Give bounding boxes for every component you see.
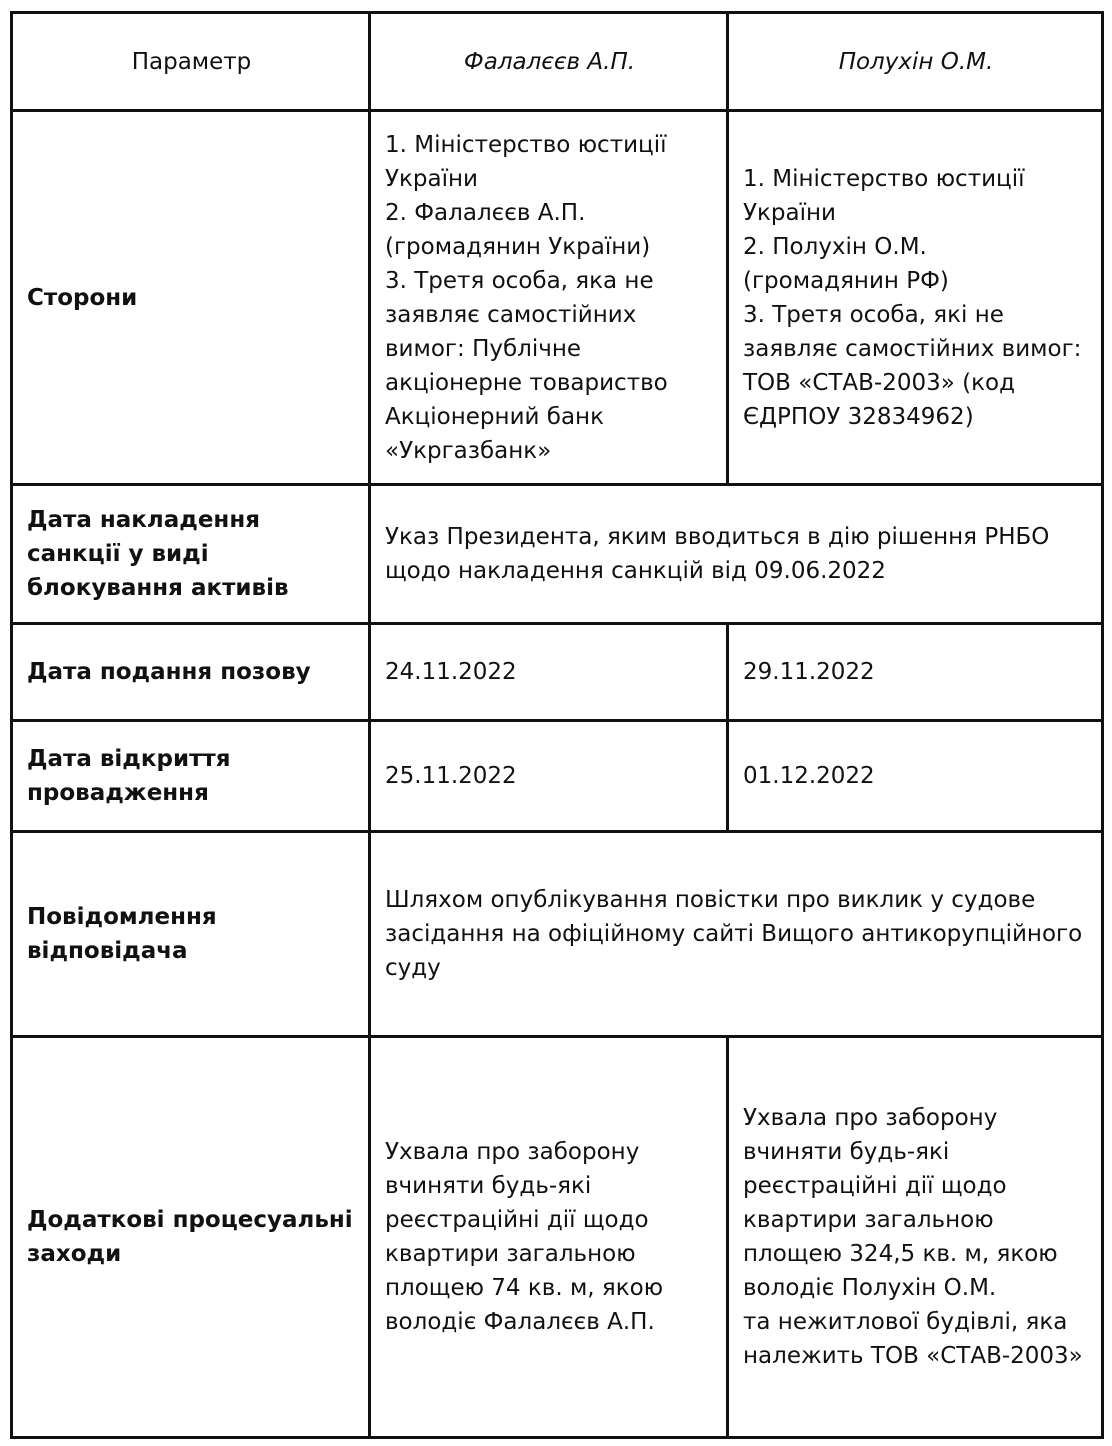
notice-common: Шляхом опублікування повістки про виклик у судове засідання на офіційному сайті Вищого антикорупційного суду: [370, 832, 1103, 1037]
comparison-table: [10, 11, 1104, 1439]
row-label-sanction-date: Дата накладення санкції у виді блокування активів: [12, 485, 370, 624]
opening-date-party-1: 25.11.2022: [370, 721, 728, 832]
extra-measures-party-1: Ухвала про заборону вчиняти будь-які реєстраційні дії щодо квартири загальною площею 74 кв. м, якою володіє Фалалєєв А.П.: [370, 1037, 728, 1438]
table-row-opening-date: [12, 721, 1103, 832]
opening-date-party-2: 01.12.2022: [728, 721, 1103, 832]
sanction-date-common: Указ Президента, яким вводиться в дію рішення РНБО щодо накладення санкцій від 09.06.2022: [370, 485, 1103, 624]
header-party-2: Полухін О.М.: [728, 13, 1103, 111]
row-label-extra-measures: Додаткові процесуальні заходи: [12, 1037, 370, 1438]
header-party-1: Фалалєєв А.П.: [370, 13, 728, 111]
claim-date-party-2: 29.11.2022: [728, 624, 1103, 721]
header-parameter: Параметр: [12, 13, 370, 111]
row-label-opening-date: Дата відкриття провадження: [12, 721, 370, 832]
table-row-notice: [12, 832, 1103, 1037]
sides-party-1: 1. Міністерство юстиції України 2. Фалалєєв А.П. (громадянин України) 3. Третя особа, яка не заявляє самостійних вимог: Публічне акціонерне товариство Акціонерний банк «Укргазбанк»: [370, 111, 728, 485]
table-row-claim-date: [12, 624, 1103, 721]
table-header-row: [12, 13, 1103, 111]
row-label-claim-date: Дата подання позову: [12, 624, 370, 721]
extra-measures-party-2: Ухвала про заборону вчиняти будь-які реєстраційні дії щодо квартири загальною площею 324,5 кв. м, якою володіє Полухін О.М. та нежитлової будівлі, яка належить ТОВ «СТАВ-2003»: [728, 1037, 1103, 1438]
table-row-sanction-date: [12, 485, 1103, 624]
row-label-notice: Повідомлення відповідача: [12, 832, 370, 1037]
sides-party-2: 1. Міністерство юстиції України 2. Полухін О.М. (громадянин РФ) 3. Третя особа, які не заявляє самостійних вимог: ТОВ «СТАВ-2003» (код ЄДРПОУ 32834962): [728, 111, 1103, 485]
claim-date-party-1: 24.11.2022: [370, 624, 728, 721]
table-row-sides: [12, 111, 1103, 485]
row-label-sides: Сторони: [12, 111, 370, 485]
table-row-extra-measures: [12, 1037, 1103, 1438]
